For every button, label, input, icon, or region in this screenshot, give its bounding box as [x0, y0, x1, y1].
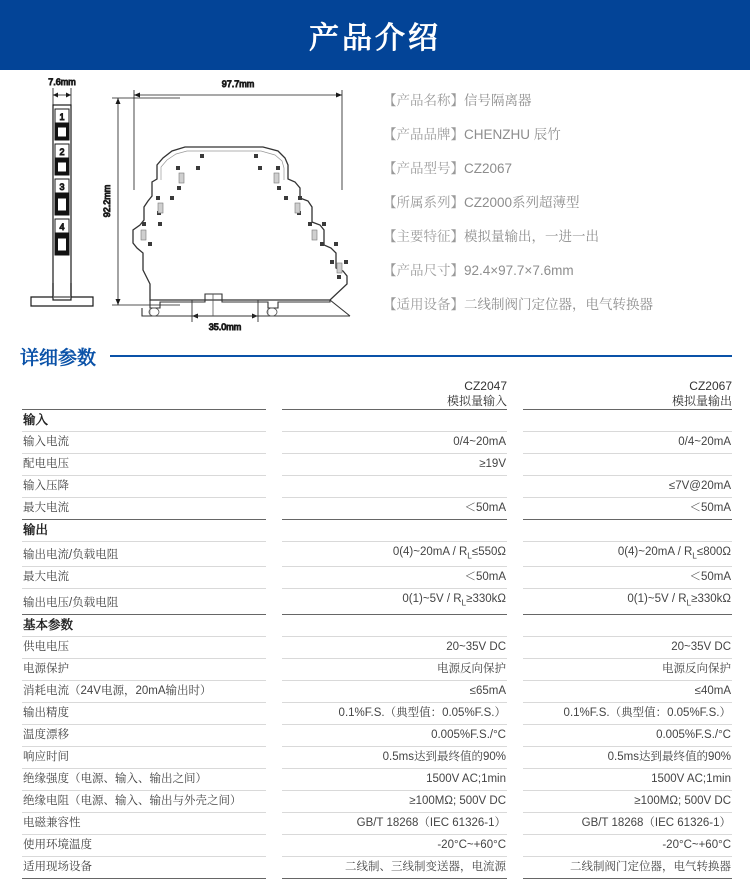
spec-value-cz2067: ＜50mA	[523, 498, 732, 520]
spec-section-blank	[282, 614, 507, 636]
spec-row	[22, 856, 732, 878]
spec-row	[22, 589, 732, 614]
spec-value-cz2047: 0(4)~20mA / $R_L\le 550\Omega$	[282, 542, 507, 567]
spec-value-cz2047: 0.005%F.S./°C	[282, 724, 507, 746]
spec-value-cz2067	[523, 454, 732, 476]
spec-section-blank	[523, 520, 732, 542]
header-blank-cell	[22, 379, 266, 410]
column-kind: 模拟量输入	[446, 394, 507, 408]
info-value: 92.4×97.7×7.6mm	[464, 263, 574, 279]
spacer-cell	[507, 746, 523, 768]
spec-row	[22, 432, 732, 454]
spec-section-row	[22, 410, 732, 432]
side-width-dimension	[53, 88, 71, 110]
column-header-cz2047	[282, 379, 507, 410]
front-width-label: 97.7mm	[221, 79, 255, 89]
column-model: CZ2047	[464, 379, 507, 393]
info-value: 二线制阀门定位器，电气转换器	[464, 297, 653, 313]
spec-row-label: 使用环境温度	[22, 834, 266, 856]
column-model: CZ2067	[689, 379, 732, 393]
info-item-series	[378, 186, 750, 220]
spec-row	[22, 476, 732, 498]
spec-value-cz2047: ≥19V	[282, 454, 507, 476]
spacer-cell	[507, 614, 523, 636]
spec-value-cz2067: 0(4)~20mA / $R_L\le 800\Omega$	[523, 542, 732, 567]
spec-row	[22, 812, 732, 834]
spec-row	[22, 658, 732, 680]
dimension-drawing-svg	[0, 70, 378, 335]
side-width-label: 7.6mm	[48, 77, 76, 87]
spec-row	[22, 498, 732, 520]
spec-value-cz2047: 二线制、三线制变送器，电流源	[282, 856, 507, 878]
spec-value-cz2047: 20~35V DC	[282, 636, 507, 658]
spec-row-label: 最大电流	[22, 498, 266, 520]
info-key: 【所属系列】	[383, 195, 464, 211]
spacer-cell	[266, 520, 282, 542]
spacer-cell	[266, 498, 282, 520]
spacer-cell	[507, 520, 523, 542]
product-overview-section	[0, 70, 750, 335]
spec-section-row	[22, 614, 732, 636]
spacer-cell	[266, 542, 282, 567]
page-title: 产品介绍	[309, 22, 441, 55]
spec-value-cz2067: 0.005%F.S./°C	[523, 724, 732, 746]
spacer-cell	[507, 567, 523, 589]
spacer-cell	[266, 724, 282, 746]
info-item-applicable-devices	[378, 288, 750, 322]
spec-section-blank	[523, 614, 732, 636]
spacer-cell	[507, 812, 523, 834]
spec-value-cz2047: 电源反向保护	[282, 658, 507, 680]
spec-value-cz2047: 0(1)~5V / $R_L\ge 330k\Omega$	[282, 589, 507, 614]
info-item-product-name	[378, 84, 750, 118]
spec-value-cz2047: 0.1%F.S.（典型值：0.05%F.S.）	[282, 702, 507, 724]
spacer-cell	[266, 834, 282, 856]
spec-table-header-row	[22, 379, 732, 410]
spec-section-row	[22, 520, 732, 542]
terminal-number-1: 1	[59, 112, 65, 122]
spec-row	[22, 542, 732, 567]
spacer-cell	[266, 589, 282, 614]
front-height-label: 92.2mm	[102, 184, 112, 218]
column-header-cz2067	[523, 379, 732, 410]
info-item-dimensions	[378, 254, 750, 288]
spec-value-cz2067: 0.5ms达到最终值的90%	[523, 746, 732, 768]
spacer-cell	[507, 542, 523, 567]
spacer-cell	[507, 702, 523, 724]
spec-value-cz2067: ≥100MΩ; 500V DC	[523, 790, 732, 812]
spacer-cell	[507, 476, 523, 498]
spec-value-cz2067: GB/T 18268（IEC 61326-1）	[523, 812, 732, 834]
spec-value-cz2067: 电源反向保护	[523, 658, 732, 680]
spec-value-cz2067: 20~35V DC	[523, 636, 732, 658]
spec-row	[22, 834, 732, 856]
terminal-number-3: 3	[59, 182, 65, 192]
spec-row-label: 输入压降	[22, 476, 266, 498]
spec-row	[22, 768, 732, 790]
spec-table-body	[22, 410, 732, 879]
spec-row-label: 输出电流/负载电阻	[22, 542, 266, 567]
spacer-cell	[266, 636, 282, 658]
spacer-cell	[507, 410, 523, 432]
spec-value-cz2047	[282, 476, 507, 498]
spec-row-label: 电磁兼容性	[22, 812, 266, 834]
spec-row-label: 绝缘强度（电源、输入、输出之间）	[22, 768, 266, 790]
product-info-list	[378, 70, 750, 335]
spec-value-cz2067: 0.1%F.S.（典型值：0.05%F.S.）	[523, 702, 732, 724]
spacer-cell	[507, 658, 523, 680]
header-gap-cell	[266, 379, 282, 410]
header-gap-cell-2	[507, 379, 523, 410]
spacer-cell	[507, 790, 523, 812]
spacer-cell	[507, 856, 523, 878]
spacer-cell	[266, 680, 282, 702]
info-key: 【产品品牌】	[383, 127, 464, 143]
info-value: 模拟量输出，一进一出	[464, 229, 599, 245]
spacer-cell	[507, 498, 523, 520]
spec-value-cz2047: 1500V AC;1min	[282, 768, 507, 790]
spacer-cell	[266, 702, 282, 724]
spacer-cell	[266, 432, 282, 454]
spacer-cell	[507, 768, 523, 790]
spacer-cell	[507, 589, 523, 614]
spec-row-label: 消耗电流（24V电源，20mA输出时）	[22, 680, 266, 702]
spacer-cell	[266, 768, 282, 790]
info-key: 【产品名称】	[383, 93, 464, 109]
spec-row-label: 电源保护	[22, 658, 266, 680]
spacer-cell	[266, 476, 282, 498]
spec-row	[22, 790, 732, 812]
spec-value-cz2047: ＜50mA	[282, 498, 507, 520]
heading-divider	[110, 355, 732, 357]
spacer-cell	[266, 658, 282, 680]
spec-section-blank	[282, 410, 507, 432]
spacer-cell	[266, 790, 282, 812]
spec-value-cz2067: 二线制阀门定位器，电气转换器	[523, 856, 732, 878]
spec-row	[22, 454, 732, 476]
spec-value-cz2067: -20°C~+60°C	[523, 834, 732, 856]
info-key: 【产品型号】	[383, 161, 464, 177]
specifications-table	[22, 379, 732, 879]
section-title: 详细参数	[20, 347, 97, 369]
spec-row-label: 输入电流	[22, 432, 266, 454]
spacer-cell	[507, 724, 523, 746]
spec-row-label: 响应时间	[22, 746, 266, 768]
spec-row	[22, 567, 732, 589]
spec-row	[22, 680, 732, 702]
spec-section-label: 输入	[22, 410, 266, 432]
spec-row-label: 供电电压	[22, 636, 266, 658]
spacer-cell	[507, 636, 523, 658]
spacer-cell	[266, 856, 282, 878]
info-item-model	[378, 152, 750, 186]
spec-value-cz2047: ＜50mA	[282, 567, 507, 589]
spec-row	[22, 702, 732, 724]
info-key: 【适用设备】	[383, 297, 464, 313]
spec-row	[22, 636, 732, 658]
spec-row-label: 配电电压	[22, 454, 266, 476]
spacer-cell	[266, 567, 282, 589]
spec-value-cz2067: 0(1)~5V / $R_L\ge 330k\Omega$	[523, 589, 732, 614]
spacer-cell	[266, 454, 282, 476]
spec-value-cz2067: 1500V AC;1min	[523, 768, 732, 790]
info-value: 信号隔离器	[464, 93, 532, 109]
spec-section-label: 输出	[22, 520, 266, 542]
spacer-cell	[266, 410, 282, 432]
spec-value-cz2067: ≤40mA	[523, 680, 732, 702]
spec-value-cz2047: ≤65mA	[282, 680, 507, 702]
spec-row-label: 最大电流	[22, 567, 266, 589]
spec-row-label: 输出电压/负载电阻	[22, 589, 266, 614]
spec-value-cz2047: -20°C~+60°C	[282, 834, 507, 856]
product-dimension-drawing	[0, 70, 378, 335]
spec-value-cz2067: ≤7V@20mA	[523, 476, 732, 498]
spec-row	[22, 724, 732, 746]
terminal-number-2: 2	[59, 147, 65, 157]
spec-value-cz2067: ＜50mA	[523, 567, 732, 589]
spec-value-cz2047: ≥100MΩ; 500V DC	[282, 790, 507, 812]
spacer-cell	[266, 614, 282, 636]
spacer-cell	[507, 454, 523, 476]
spec-value-cz2067: 0/4~20mA	[523, 432, 732, 454]
spec-section-label: 基本参数	[22, 614, 266, 636]
terminal-number-4: 4	[59, 222, 65, 232]
spec-row	[22, 746, 732, 768]
spec-value-cz2047: 0/4~20mA	[282, 432, 507, 454]
info-item-brand	[378, 118, 750, 152]
info-item-features	[378, 220, 750, 254]
spec-row-label: 适用现场设备	[22, 856, 266, 878]
info-value: CZ2067	[464, 161, 513, 177]
spec-section-blank	[523, 410, 732, 432]
spacer-cell	[507, 680, 523, 702]
spacer-cell	[266, 746, 282, 768]
spec-row-label: 绝缘电阻（电源、输入、输出与外壳之间）	[22, 790, 266, 812]
spacer-cell	[266, 812, 282, 834]
column-kind: 模拟量输出	[671, 394, 732, 408]
spec-value-cz2047: 0.5ms达到最终值的90%	[282, 746, 507, 768]
spacer-cell	[507, 834, 523, 856]
rail-width-label: 35.0mm	[208, 322, 242, 332]
spec-value-cz2047: GB/T 18268（IEC 61326-1）	[282, 812, 507, 834]
info-value: CHENZHU 辰竹	[464, 127, 561, 143]
page-header-banner	[0, 0, 750, 70]
info-key: 【主要特征】	[383, 229, 464, 245]
info-value: CZ2000系列超薄型	[464, 195, 580, 211]
spec-table-head	[22, 379, 732, 410]
spacer-cell	[507, 432, 523, 454]
info-key: 【产品尺寸】	[383, 263, 464, 279]
spec-section-blank	[282, 520, 507, 542]
detailed-params-heading	[0, 335, 750, 369]
spec-row-label: 输出精度	[22, 702, 266, 724]
spec-row-label: 温度漂移	[22, 724, 266, 746]
